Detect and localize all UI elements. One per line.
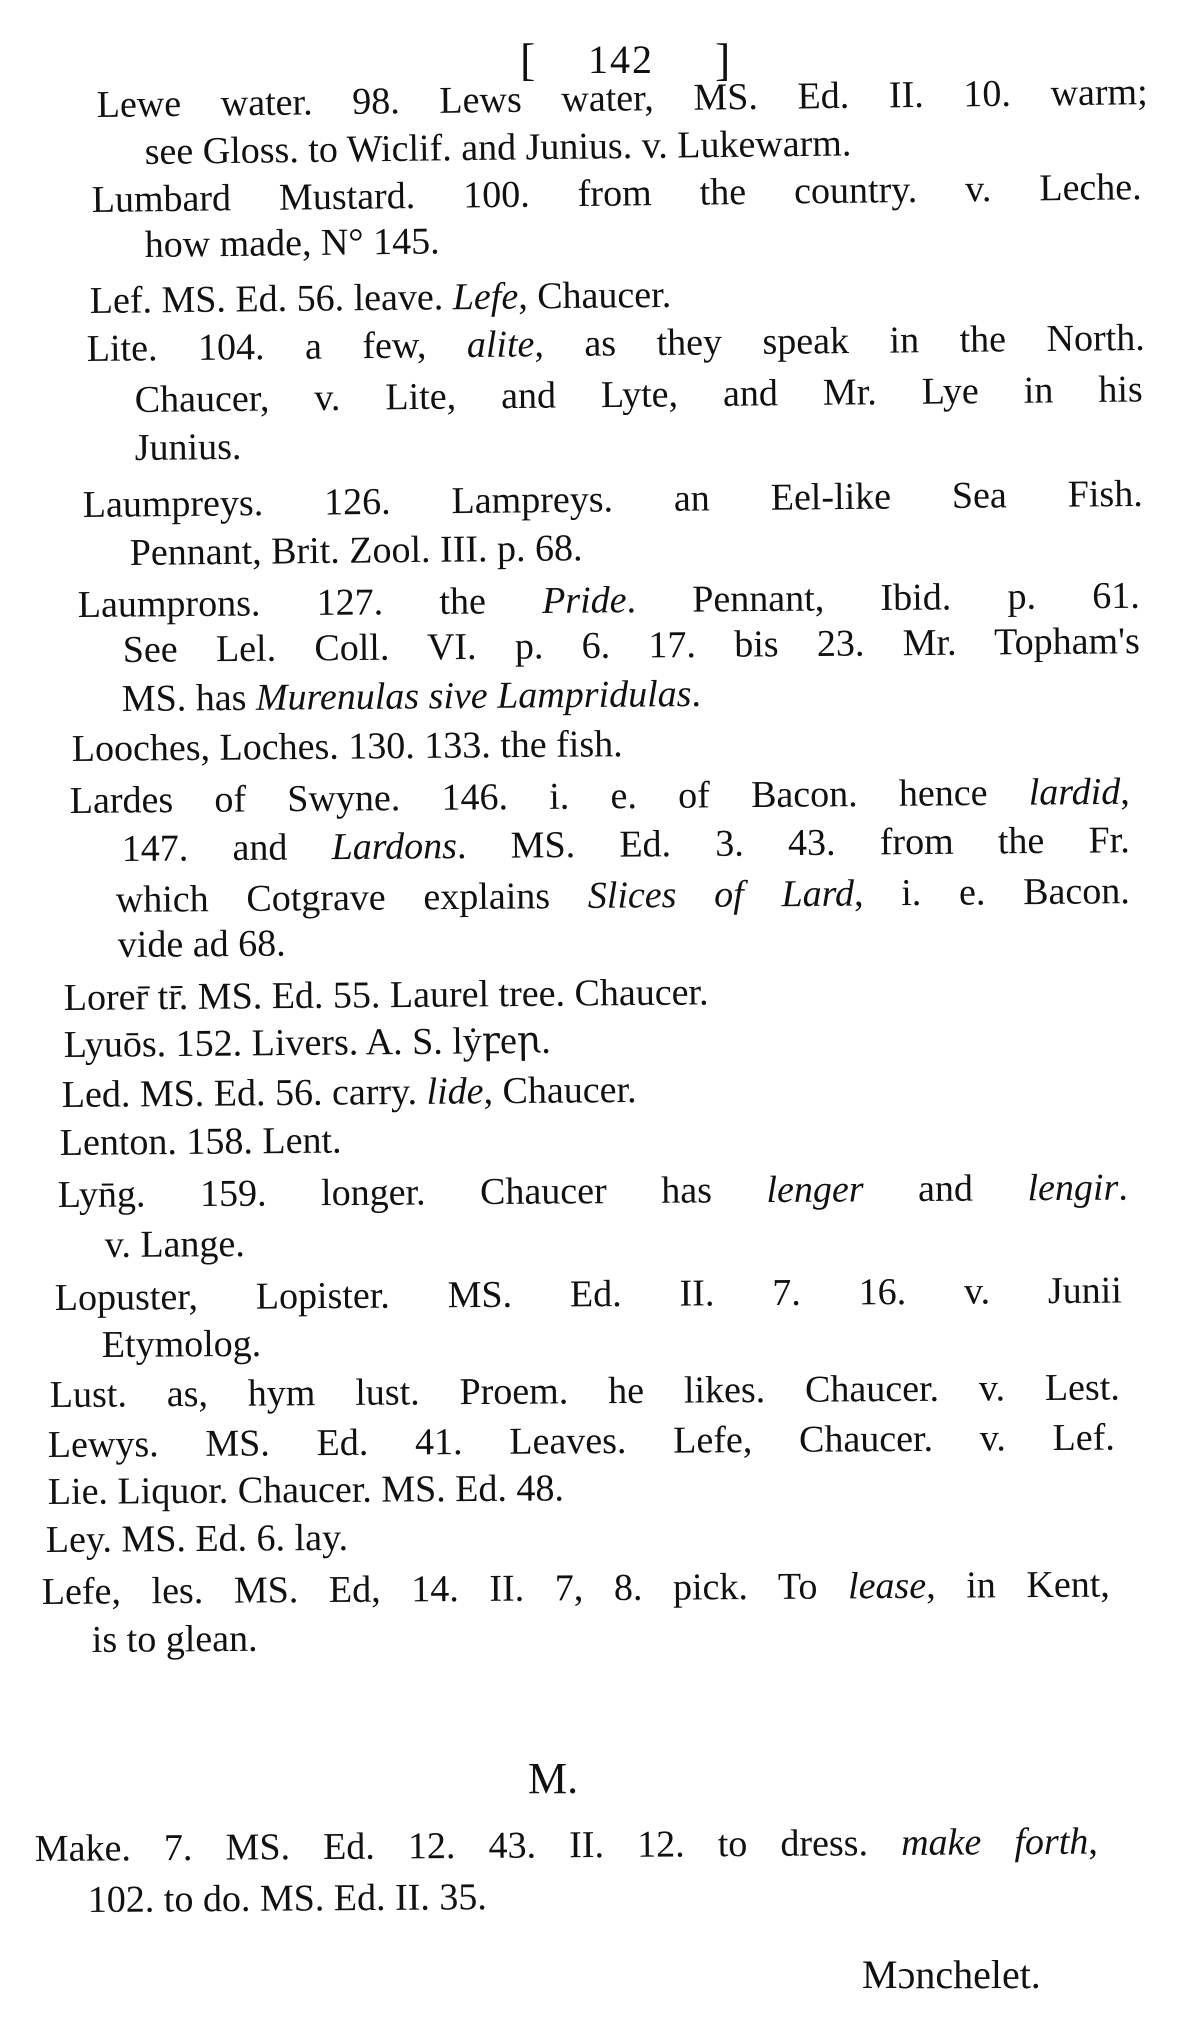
entry-line: [83, 471, 1143, 528]
entry-text: v. Lange.: [104, 1223, 245, 1266]
entry-text: see Gloss. to Wiclif. and Junius. v. Lukewarm.: [144, 122, 852, 174]
entry-text: vide ad 68.: [117, 922, 286, 967]
entry-text: ,: [1088, 1820, 1098, 1863]
entry-text: . Pennant, Ibid. p. 61.: [626, 574, 1140, 622]
italic-term: Lefe: [452, 275, 519, 319]
italic-term: Pride: [541, 579, 627, 622]
entry-text: and: [863, 1167, 1028, 1211]
italic-term: lease: [847, 1564, 927, 1608]
entry-text: , Chaucer.: [517, 273, 672, 318]
entry-line: [55, 1268, 1122, 1321]
entry-text: Ley. MS. Ed. 6. lay.: [45, 1516, 349, 1561]
entry-text: Lumbard Mustard. 100. from the country. v. Leche.: [91, 166, 1142, 222]
entry-text: Pennant, Brit. Zool. III. p. 68.: [129, 527, 583, 575]
entry-text: . MS. Ed. 3. 43. from the Fr.: [456, 819, 1130, 868]
entry-text: Lardes of Swyne. 146. i. e. of Bacon. hence: [69, 771, 1029, 823]
entry-line: [116, 868, 1130, 923]
entry-text: Lewe water. 98. Lews water, MS. Ed. II. 10. warm;: [96, 71, 1148, 127]
folio-left-bracket: [: [520, 34, 536, 85]
entry-text: Lefe, les. MS. Ed, 14. II. 7, 8. pick. To: [41, 1565, 849, 1613]
entry-line: [64, 969, 709, 1021]
entry-line: [118, 921, 286, 968]
entry-line: [135, 366, 1143, 423]
entry-line: [102, 1321, 262, 1368]
italic-term: lide: [426, 1070, 484, 1113]
italic-term: lenger: [766, 1168, 864, 1212]
entry-text: Lyuōs. 152. Livers. A. S. lẏꝼeꞃ.: [63, 1019, 551, 1067]
entry-text: which Cotgrave explains: [115, 874, 588, 922]
entry-text: ,: [1120, 770, 1130, 813]
entry-line: [92, 1616, 258, 1663]
entry-text: Looches, Loches. 130. 133. the fish.: [71, 723, 623, 771]
italic-term: make forth: [900, 1820, 1089, 1864]
entry-line: [42, 1562, 1110, 1615]
entry-text: See Lel. Coll. VI. p. 6. 17. bis 23. Mr. Topham's: [122, 620, 1140, 672]
entry-text: , in Kent,: [925, 1563, 1110, 1607]
italic-term: lengir: [1027, 1166, 1119, 1210]
italic-term: Murenulas sive Lampridulas: [255, 673, 692, 719]
italic-term: lardid: [1028, 770, 1121, 814]
entry-text: Laumprons. 127. the: [77, 579, 543, 627]
entry-line: [70, 769, 1130, 824]
entry-text: is to glean.: [91, 1617, 258, 1661]
entry-text: 147. and: [121, 826, 332, 871]
entry-line: [96, 69, 1147, 128]
catchword: Mɔnchelet.: [862, 1952, 1041, 1997]
entry-line: [87, 315, 1145, 372]
italic-term: Slices of Lard: [587, 872, 855, 917]
folio-right-bracket: ]: [715, 34, 731, 85]
entry-line: [64, 1018, 551, 1068]
entry-text: Lewys. MS. Ed. 41. Leaves. Lefe, Chaucer. v. Lef.: [47, 1416, 1115, 1466]
entry-text: Lenton. 158. Lent.: [59, 1119, 342, 1165]
entry-line: [46, 1515, 349, 1563]
italic-term: alite: [466, 323, 535, 367]
entry-line: [50, 1365, 1120, 1418]
entry-text: Junius.: [134, 425, 242, 470]
entry-line: [135, 424, 242, 471]
entry-text: MS. has: [121, 676, 257, 721]
entry-text: .: [1118, 1166, 1128, 1209]
section-heading: M.: [528, 1754, 579, 1803]
entry-text: , Chaucer.: [483, 1068, 637, 1113]
entry-line: [105, 1221, 245, 1268]
entry-line: [58, 1165, 1128, 1218]
italic-term: Lardons: [331, 825, 458, 869]
entry-text: , as they speak in the North.: [534, 316, 1145, 366]
entry-text: , i. e. Bacon.: [853, 870, 1130, 915]
entry-line: [62, 1067, 637, 1118]
entry-text: Lef. MS. Ed. 56. leave.: [89, 276, 453, 323]
entry-line: [60, 1118, 342, 1166]
entry-line: [144, 218, 439, 268]
entry-text: Laumpreys. 126. Lampreys. an Eel-like Sea Fish.: [82, 472, 1143, 527]
entry-line: [48, 1415, 1115, 1468]
entry-text: .: [691, 672, 702, 716]
entry-text: Make. 7. MS. Ed. 12. 43. II. 12. to dress.: [34, 1821, 902, 1870]
folio-number: 142: [588, 37, 654, 82]
entry-line: [122, 817, 1130, 872]
entry-line: [122, 671, 702, 722]
entry-text: Lie. Liquor. Chaucer. MS. Ed. 48.: [47, 1467, 565, 1513]
entry-line: [35, 1819, 1098, 1872]
entry-text: how made, N° 145.: [144, 220, 440, 267]
entry-text: Lust. as, hym lust. Proem. he likes. Chaucer. v. Lest.: [49, 1366, 1120, 1416]
entry-line: [48, 1465, 564, 1515]
entry-line: [144, 120, 851, 175]
entry-text: Lopuster, Lopister. MS. Ed. II. 7. 16. v. Junii: [54, 1269, 1122, 1319]
entry-line: [130, 525, 583, 576]
entry-text: Led. MS. Ed. 56. carry.: [61, 1070, 427, 1117]
entry-text: Lorer̄ tr̄. MS. Ed. 55. Laurel tree. Chaucer.: [63, 971, 709, 1020]
entry-text: 102. to do. MS. Ed. II. 35.: [87, 1876, 487, 1921]
entry-line: [72, 721, 623, 772]
entry-line: [90, 272, 672, 324]
entry-text: Lyn̄g. 159. longer. Chaucer has: [57, 1169, 767, 1216]
entry-text: Chaucer, v. Lite, and Lyte, and Mr. Lye in his: [134, 368, 1143, 422]
entry-text: Lite. 104. a few,: [86, 324, 468, 371]
entry-line: [123, 618, 1140, 673]
entry-line: [88, 1874, 487, 1923]
entry-text: Etymolog.: [101, 1322, 262, 1366]
